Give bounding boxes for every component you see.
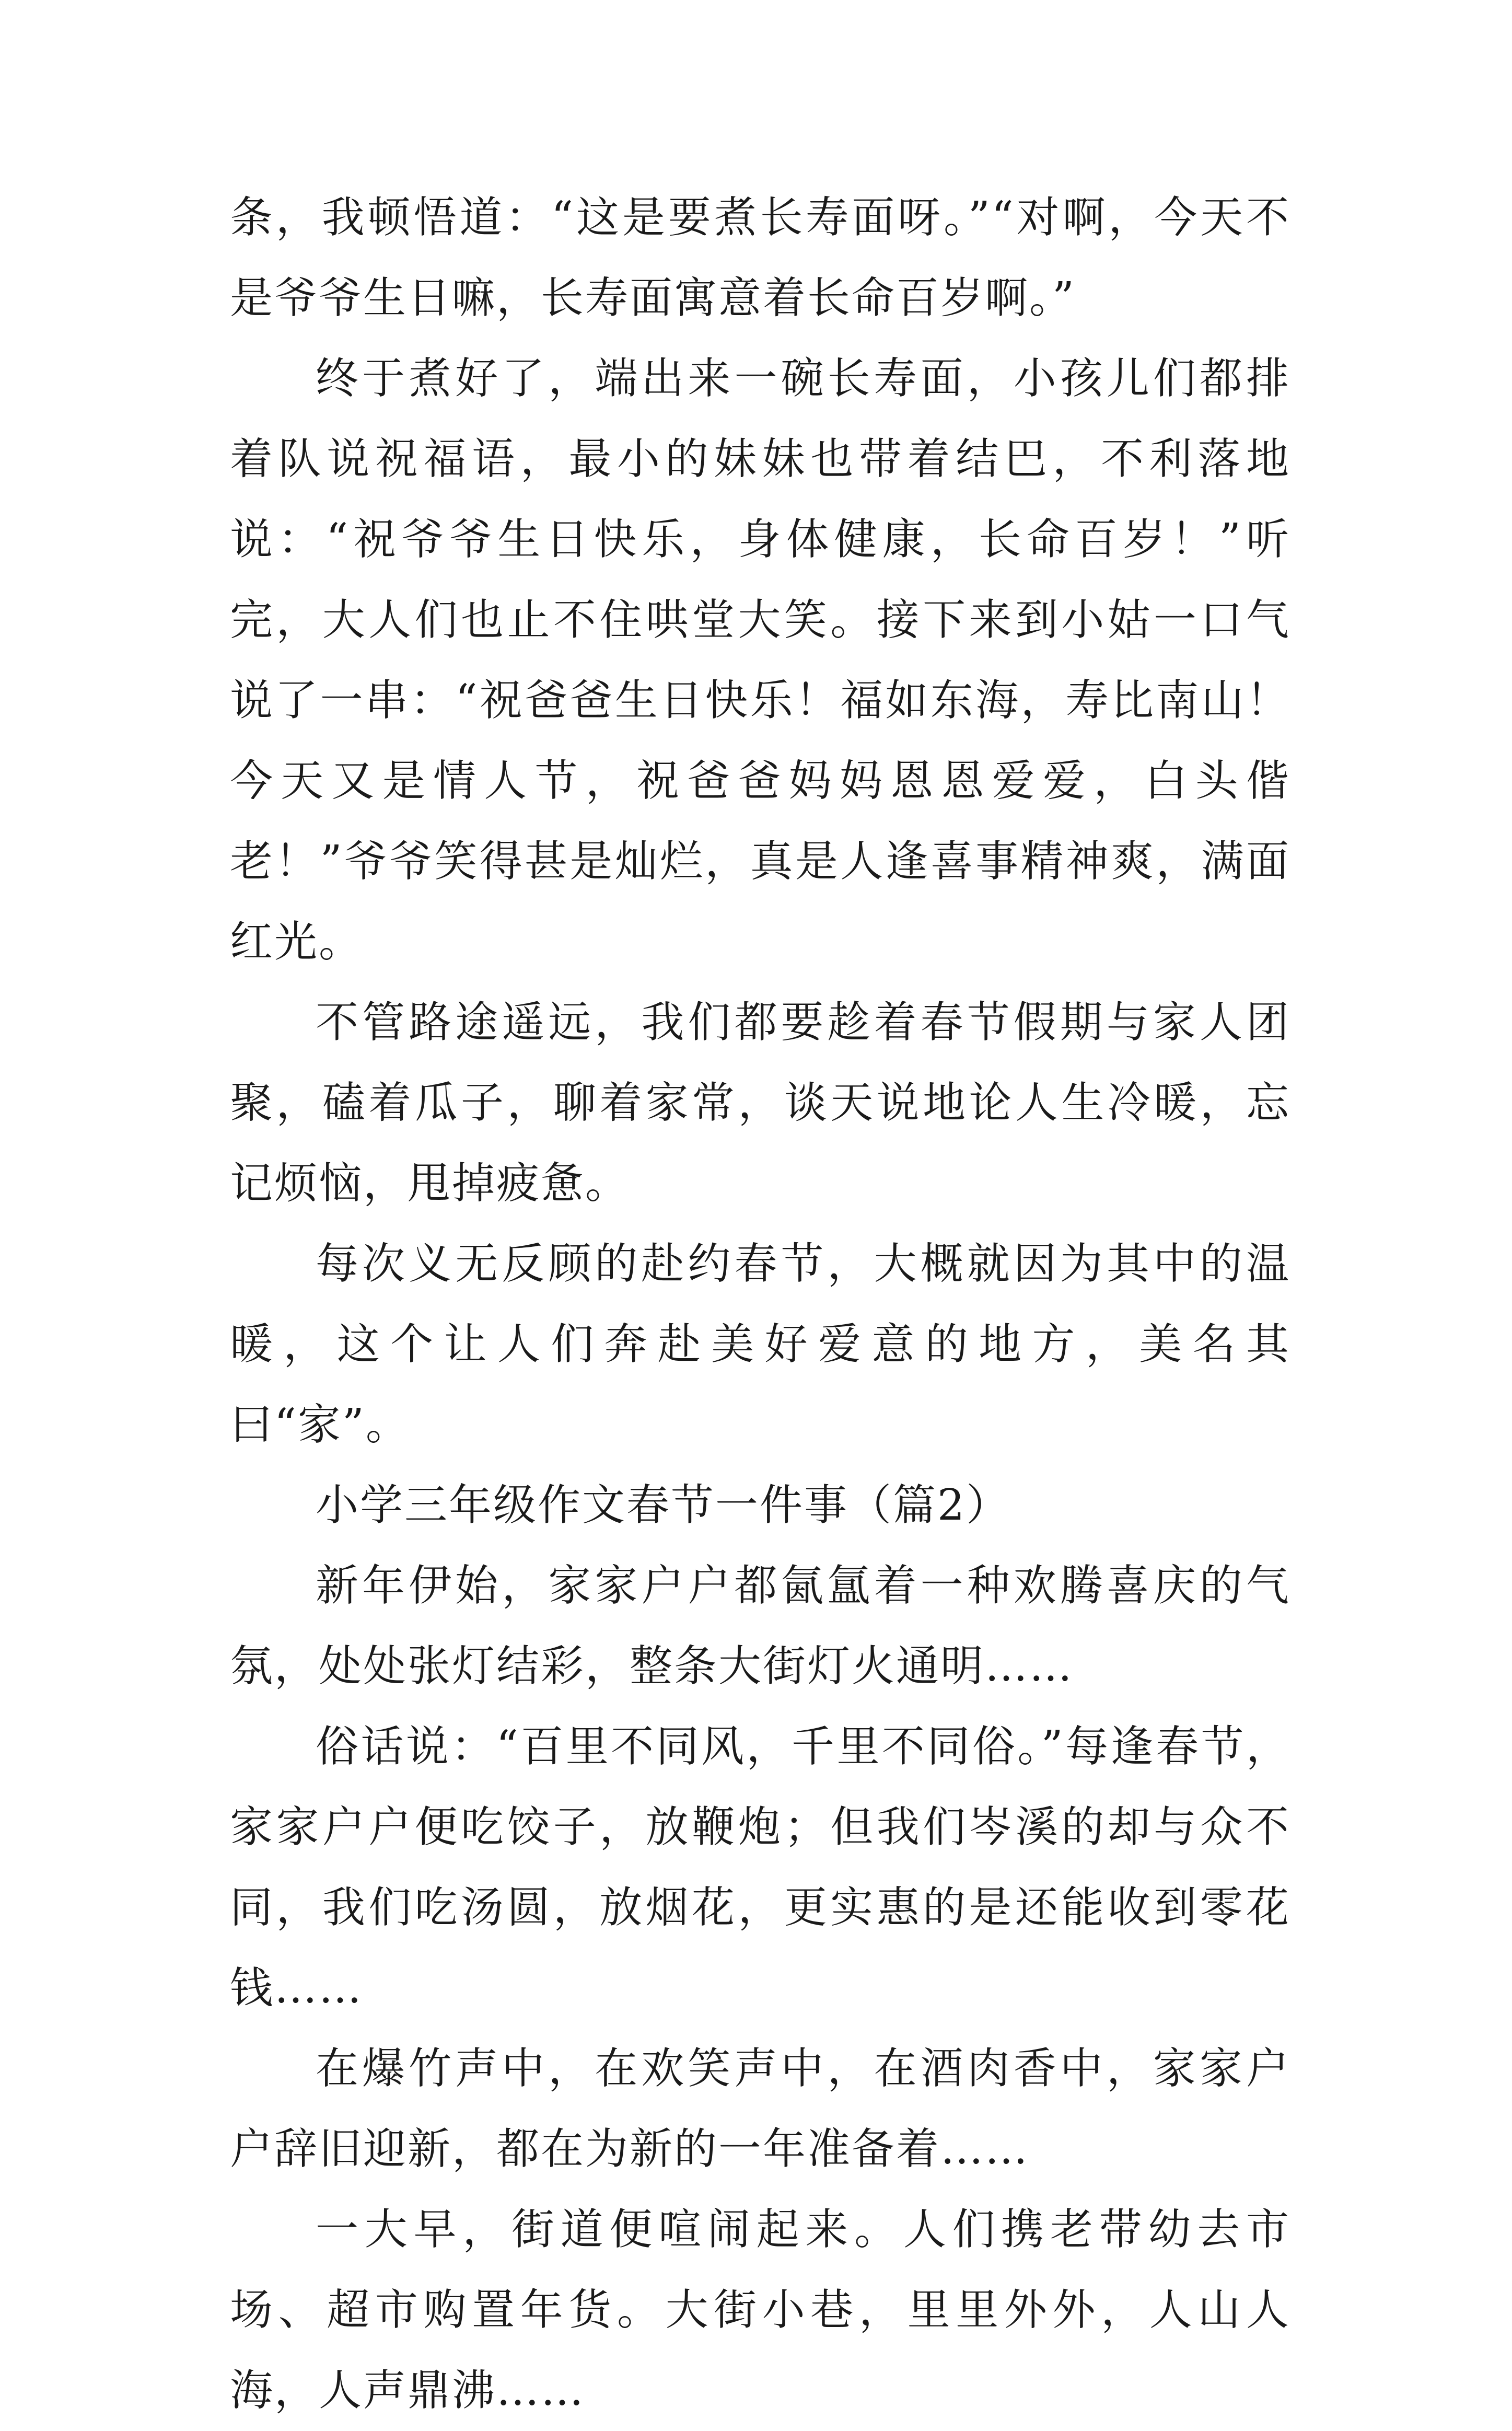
- paragraph: 终于煮好了，端出来一碗长寿面，小孩儿们都排着队说祝福语，最小的妹妹也带着结巴，不利落地说：“祝爷爷生日快乐，身体健康，长命百岁！”听完，大人们也止不住哄堂大笑。接下来到小姑一口气说了一串：“祝爸爸生日快乐！福如东海，寿比南山！今天又是情人节，祝爸爸妈妈恩恩爱爱，白头偕老！”爷爷笑得甚是灿烂，真是人逢喜事精神爽，满面红光。: [230, 354, 1290, 967]
- paragraph: 新年伊始，家家户户都氤氲着一种欢腾喜庆的气氛，处处张灯结彩，整条大街灯火通明……: [230, 1561, 1290, 1691]
- section-heading: 小学三年级作文春节一件事（篇2）: [316, 1480, 1011, 1530]
- paragraph: 不管路途遥远，我们都要趁着春节假期与家人团聚，磕着瓜子，聊着家常，谈天说地论人生冷暖，忘记烦恼，甩掉疲惫。: [230, 998, 1290, 1208]
- document-body: [230, 178, 1290, 2431]
- paragraph: 俗话说：“百里不同风，千里不同俗。”每逢春节，家家户户便吃饺子，放鞭炮；但我们岑溪的却与众不同，我们吃汤圆，放烟花，更实惠的是还能收到零花钱……: [230, 1722, 1290, 2013]
- paragraph: 一大早，街道便喧闹起来。人们携老带幼去市场、超市购置年货。大街小巷，里里外外，人山人海，人声鼎沸……: [230, 2205, 1290, 2415]
- paragraph: 每次义无反顾的赴约春节，大概就因为其中的温暖，这个让人们奔赴美好爱意的地方，美名其曰“家”。: [230, 1239, 1290, 1450]
- paragraph: 条，我顿悟道：“这是要煮长寿面呀。”“对啊，今天不是爷爷生日嘛，长寿面寓意着长命百岁啊。”: [230, 193, 1290, 323]
- paragraph: 在爆竹声中，在欢笑声中，在酒肉香中，家家户户辞旧迎新，都在为新的一年准备着……: [230, 2044, 1290, 2174]
